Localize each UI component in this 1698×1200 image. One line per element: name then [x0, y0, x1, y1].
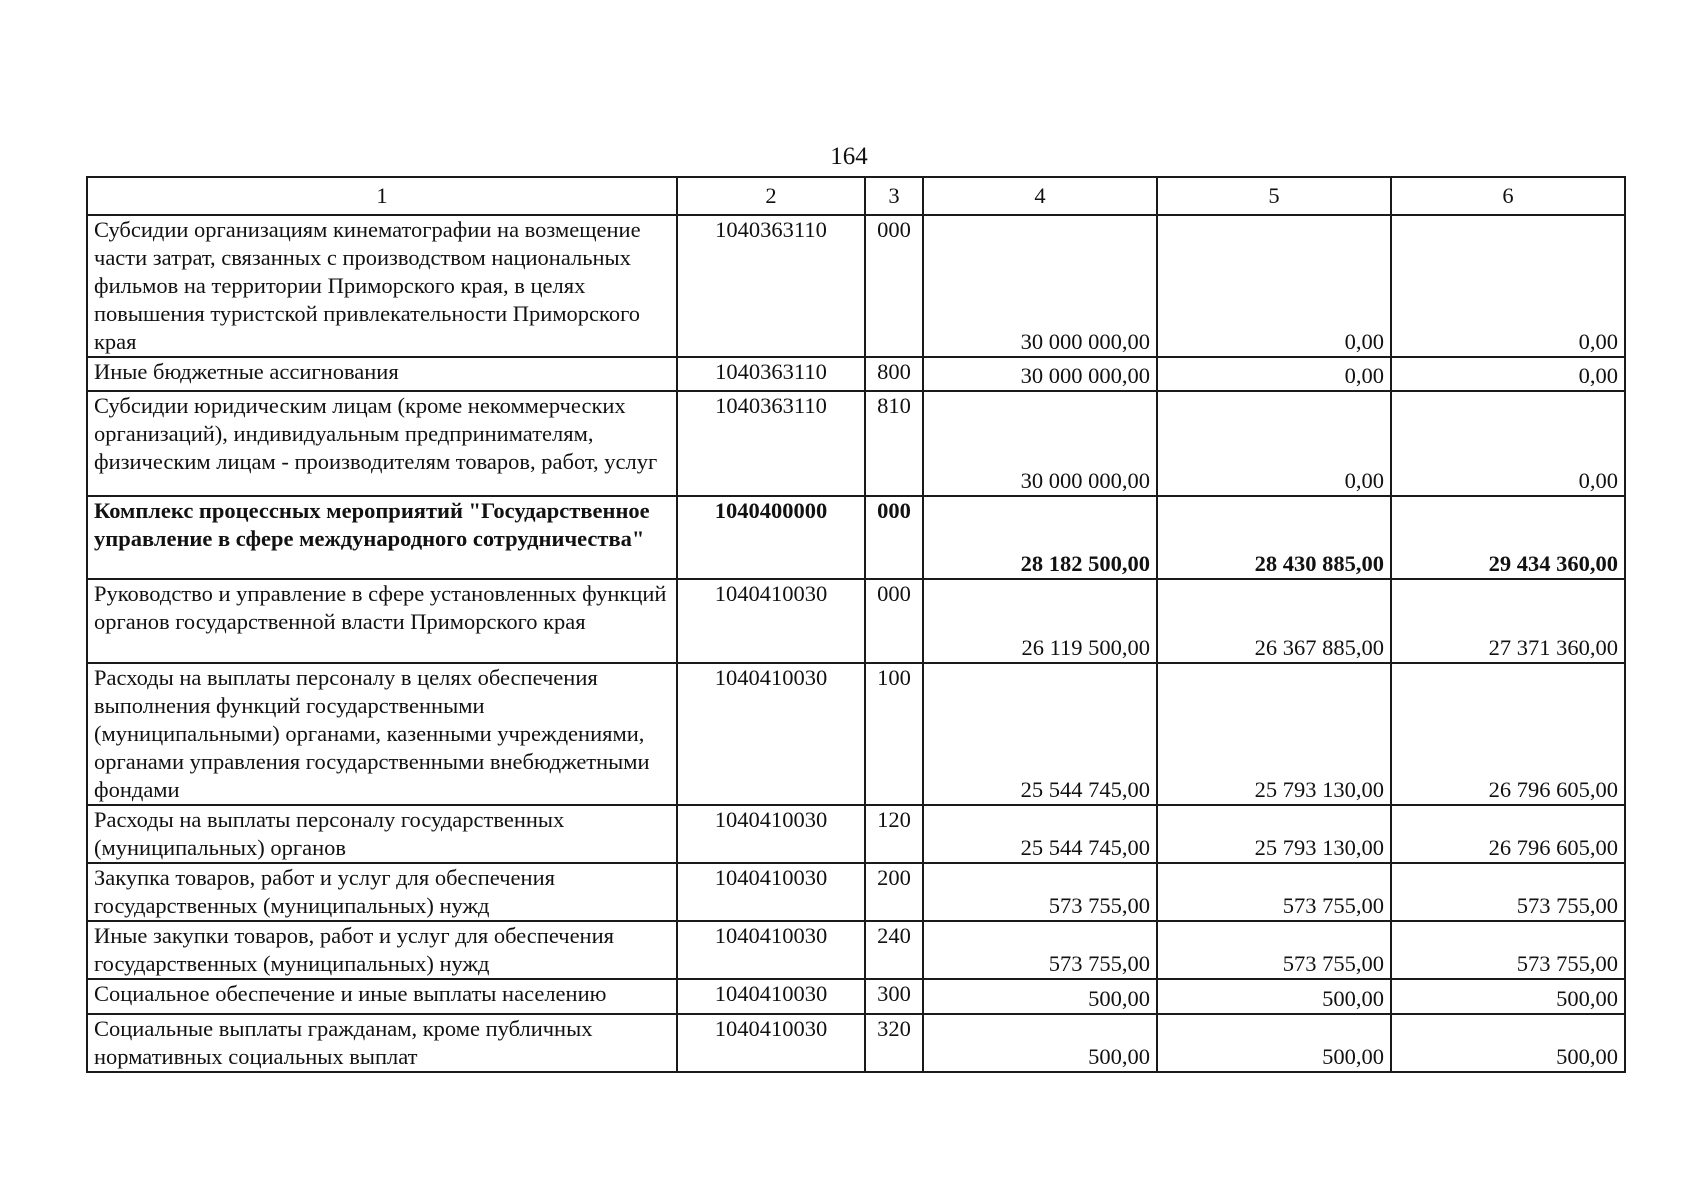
row-expense-type: 120 [865, 805, 923, 863]
row-amount-col6: 27 371 360,00 [1391, 579, 1625, 663]
row-name: Субсидии организациям кинематографии на возмещение части затрат, связанных с производством национальных фильмов на территории Приморского края, в целях повышения туристской привлекательности Приморского края [87, 215, 677, 357]
row-amount-col5: 0,00 [1157, 215, 1391, 357]
row-expense-type: 000 [865, 579, 923, 663]
row-expense-type: 200 [865, 863, 923, 921]
column-header-2: 2 [677, 177, 865, 215]
row-amount-col5: 573 755,00 [1157, 921, 1391, 979]
row-expense-type: 240 [865, 921, 923, 979]
row-code: 1040410030 [677, 863, 865, 921]
column-header-5: 5 [1157, 177, 1391, 215]
row-amount-col6: 29 434 360,00 [1391, 496, 1625, 579]
row-amount-col6: 573 755,00 [1391, 921, 1625, 979]
row-expense-type: 000 [865, 215, 923, 357]
row-amount-col5: 28 430 885,00 [1157, 496, 1391, 579]
table-row [87, 579, 1625, 663]
row-name: Комплекс процессных мероприятий "Государственное управление в сфере международного сотрудничества" [87, 496, 677, 579]
row-expense-type: 810 [865, 391, 923, 496]
row-name: Иные бюджетные ассигнования [87, 357, 677, 391]
budget-table [86, 176, 1626, 1073]
row-name: Руководство и управление в сфере установленных функций органов государственной власти Приморского края [87, 579, 677, 663]
row-amount-col4: 25 544 745,00 [923, 805, 1157, 863]
row-amount-col5: 0,00 [1157, 357, 1391, 391]
row-amount-col4: 30 000 000,00 [923, 391, 1157, 496]
row-amount-col4: 500,00 [923, 1014, 1157, 1072]
row-amount-col5: 25 793 130,00 [1157, 805, 1391, 863]
row-amount-col6: 0,00 [1391, 215, 1625, 357]
table-row [87, 391, 1625, 496]
row-code: 1040410030 [677, 1014, 865, 1072]
row-amount-col4: 573 755,00 [923, 863, 1157, 921]
row-amount-col4: 500,00 [923, 979, 1157, 1014]
row-amount-col4: 25 544 745,00 [923, 663, 1157, 805]
row-amount-col4: 30 000 000,00 [923, 357, 1157, 391]
column-header-4: 4 [923, 177, 1157, 215]
row-amount-col6: 0,00 [1391, 391, 1625, 496]
row-expense-type: 000 [865, 496, 923, 579]
row-name: Социальные выплаты гражданам, кроме публичных нормативных социальных выплат [87, 1014, 677, 1072]
table-row [87, 805, 1625, 863]
row-name: Расходы на выплаты персоналу в целях обеспечения выполнения функций государственными (муниципальными) органами, казенными учреждениями, органами управления государственными внебюджетными фондами [87, 663, 677, 805]
page-number: 164 [830, 143, 868, 170]
row-amount-col4: 30 000 000,00 [923, 215, 1157, 357]
row-code: 1040400000 [677, 496, 865, 579]
row-expense-type: 320 [865, 1014, 923, 1072]
row-amount-col6: 573 755,00 [1391, 863, 1625, 921]
row-code: 1040363110 [677, 391, 865, 496]
row-expense-type: 800 [865, 357, 923, 391]
table-row [87, 979, 1625, 1014]
row-amount-col5: 26 367 885,00 [1157, 579, 1391, 663]
row-name: Расходы на выплаты персоналу государственных (муниципальных) органов [87, 805, 677, 863]
row-amount-col6: 0,00 [1391, 357, 1625, 391]
row-code: 1040410030 [677, 921, 865, 979]
table-row [87, 1014, 1625, 1072]
row-amount-col6: 26 796 605,00 [1391, 663, 1625, 805]
row-code: 1040410030 [677, 979, 865, 1014]
row-amount-col5: 500,00 [1157, 979, 1391, 1014]
table-row [87, 357, 1625, 391]
row-name: Субсидии юридическим лицам (кроме некоммерческих организаций), индивидуальным предпринимателям, физическим лицам - производителям товаров, работ, услуг [87, 391, 677, 496]
column-header-3: 3 [865, 177, 923, 215]
column-header-6: 6 [1391, 177, 1625, 215]
table-row-bold [87, 496, 1625, 579]
row-expense-type: 300 [865, 979, 923, 1014]
table-row [87, 215, 1625, 357]
row-name: Социальное обеспечение и иные выплаты населению [87, 979, 677, 1014]
row-code: 1040410030 [677, 663, 865, 805]
row-amount-col5: 25 793 130,00 [1157, 663, 1391, 805]
row-expense-type: 100 [865, 663, 923, 805]
header-row [87, 177, 1625, 215]
row-name: Иные закупки товаров, работ и услуг для обеспечения государственных (муниципальных) нужд [87, 921, 677, 979]
table-row [87, 863, 1625, 921]
row-code: 1040410030 [677, 805, 865, 863]
row-amount-col6: 500,00 [1391, 1014, 1625, 1072]
row-amount-col5: 573 755,00 [1157, 863, 1391, 921]
row-amount-col4: 573 755,00 [923, 921, 1157, 979]
row-code: 1040363110 [677, 357, 865, 391]
row-amount-col6: 26 796 605,00 [1391, 805, 1625, 863]
row-amount-col4: 26 119 500,00 [923, 579, 1157, 663]
row-amount-col5: 500,00 [1157, 1014, 1391, 1072]
row-amount-col6: 500,00 [1391, 979, 1625, 1014]
table-row [87, 663, 1625, 805]
row-code: 1040363110 [677, 215, 865, 357]
row-name: Закупка товаров, работ и услуг для обеспечения государственных (муниципальных) нужд [87, 863, 677, 921]
row-code: 1040410030 [677, 579, 865, 663]
row-amount-col4: 28 182 500,00 [923, 496, 1157, 579]
table-row [87, 921, 1625, 979]
column-header-1: 1 [87, 177, 677, 215]
row-amount-col5: 0,00 [1157, 391, 1391, 496]
